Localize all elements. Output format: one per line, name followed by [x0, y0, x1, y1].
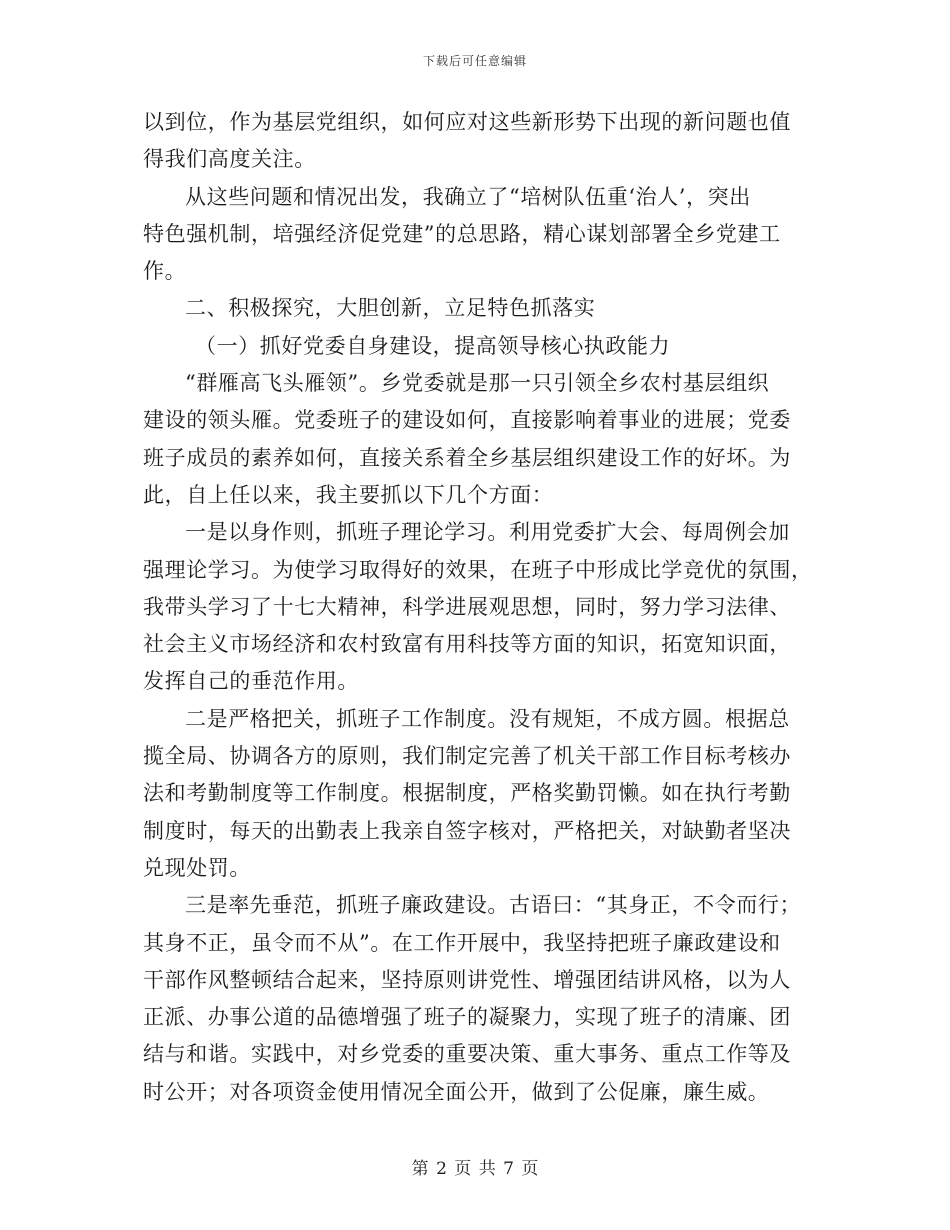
paragraph-start-line: 三是率先垂范，抓班子廉政建设。古语曰：“其身正，不令而行；: [185, 893, 802, 918]
text-line: 得我们高度关注。: [143, 147, 316, 172]
page-footer: 第 2 页 共 7 页: [411, 1159, 539, 1179]
paragraph-start-line: 二是严格把关，抓班子工作制度。没有规矩，不成方圆。根据总: [185, 706, 790, 731]
text-line: 其身不正，虽令而不从”。在工作开展中，我坚持把班子廉政建设和: [143, 930, 781, 955]
text-line: 建设的领头雁。党委班子的建设如何，直接影响着事业的进展；党委: [143, 408, 791, 433]
text-line: 强理论学习。为使学习取得好的效果，在班子中形成比学竞优的氛围，: [143, 557, 813, 582]
document-body: [143, 104, 811, 1111]
text-line: 结与和谐。实践中，对乡党委的重要决策、重大事务、重点工作等及: [143, 1042, 791, 1067]
paragraph-start-line: 一是以身作则，抓班子理论学习。利用党委扩大会、每周例会加: [185, 520, 790, 545]
text-line: 时公开；对各项资金使用情况全面公开，做到了公促廉，廉生威。: [143, 1079, 770, 1104]
text-line: 制度时，每天的出勤表上我亲自签字核对，严格把关，对缺勤者坚决: [143, 818, 791, 843]
text-line: 兑现处罚。: [143, 855, 251, 880]
text-line: 特色强机制，培强经济促党建”的总思路，精心谋划部署全乡党建工: [143, 221, 781, 246]
text-line: 干部作风整顿结合起来，坚持原则讲党性、增强团结讲风格，以为人: [143, 967, 791, 992]
text-line: 社会主义市场经济和农村致富有用科技等方面的知识，拓宽知识面，: [143, 632, 791, 657]
text-line: 此，自上任以来，我主要抓以下几个方面：: [143, 482, 554, 507]
section-heading: 二、积极探究，大胆创新，立足特色抓落实: [185, 296, 596, 321]
text-line: 揽全局、协调各方的原则，我们制定完善了机关干部工作目标考核办: [143, 744, 791, 769]
text-line: 我带头学习了十七大精神，科学进展观思想，同时，努力学习法律、: [143, 594, 791, 619]
page-header: 下载后可任意编辑: [422, 54, 527, 68]
paragraph-start-line: “群雁高飞头雁领”。乡党委就是那一只引领全乡农村基层组织: [185, 371, 770, 396]
text-line: 法和考勤制度等工作制度。根据制度，严格奖勤罚懒。如在执行考勤: [143, 781, 791, 806]
text-line: 发挥自己的垂范作用。: [143, 669, 359, 694]
subsection-heading: （一）抓好党委自身建设，提高领导核心执政能力: [195, 333, 671, 358]
text-line: 作。: [143, 259, 187, 284]
paragraph-start-line: 从这些问题和情况出发，我确立了“培树队伍重‘治人’，突出: [185, 184, 751, 209]
text-line: 以到位，作为基层党组织，如何应对这些新形势下出现的新问题也值: [143, 110, 791, 134]
text-line: 班子成员的素养如何，直接关系着全乡基层组织建设工作的好坏。为: [143, 445, 791, 470]
text-line: 正派、办事公道的品德增强了班子的凝聚力，实现了班子的清廉、团: [143, 1005, 791, 1030]
